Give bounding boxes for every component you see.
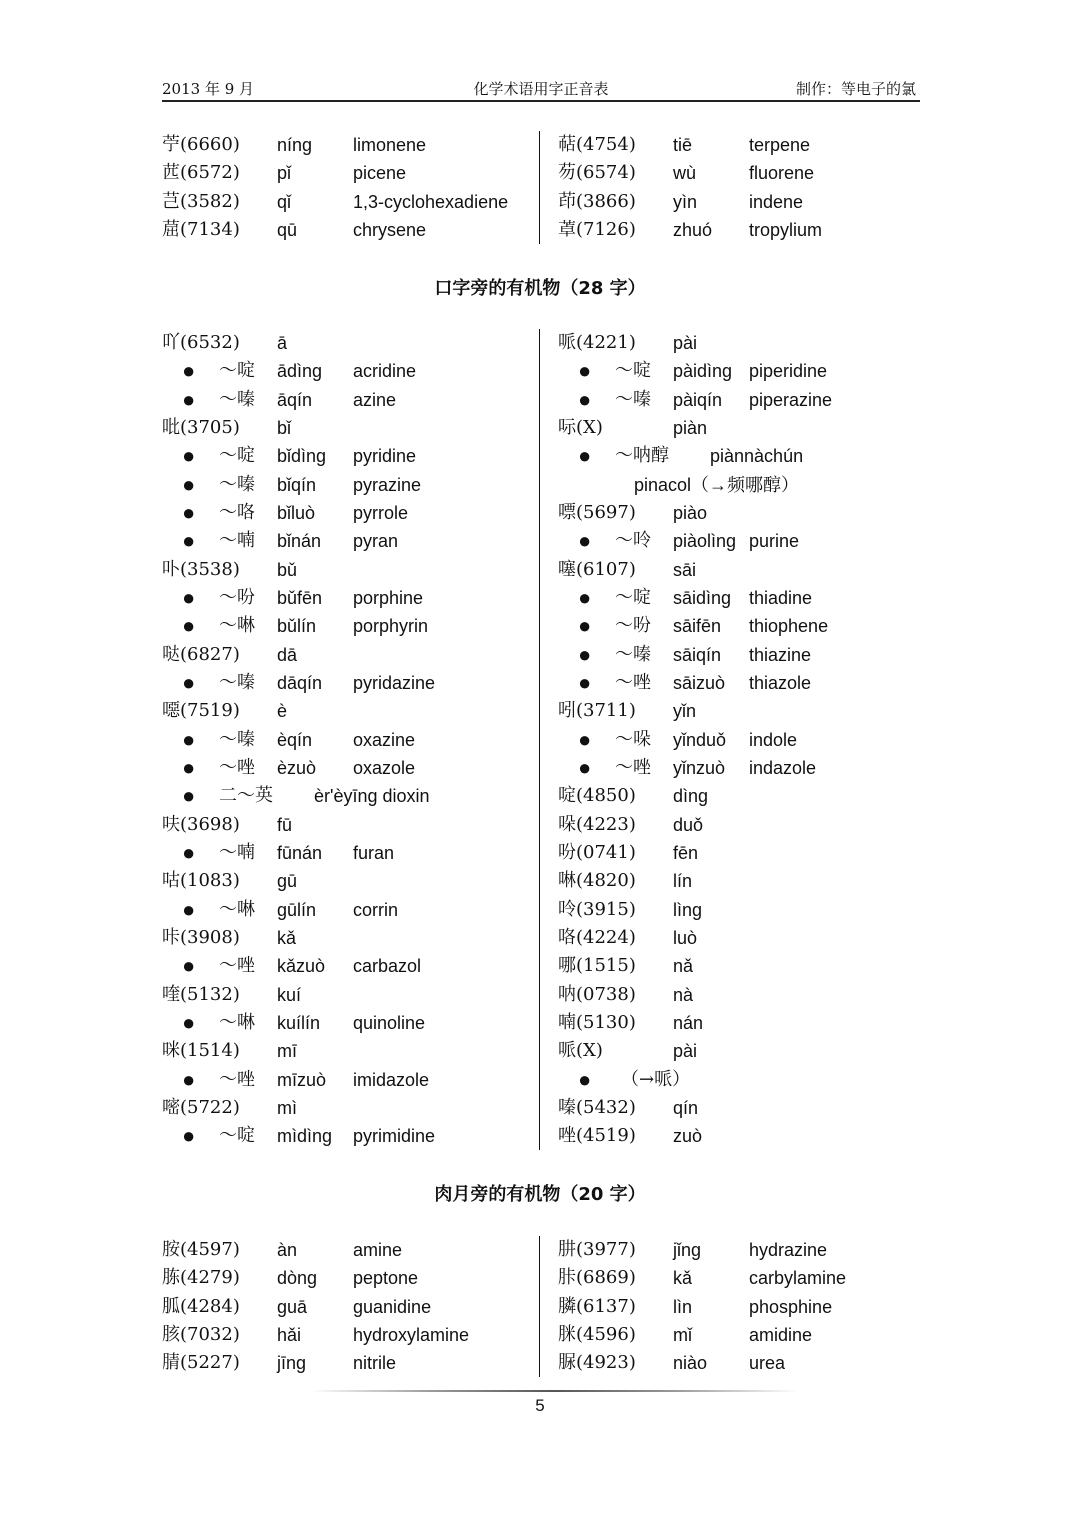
entry-pinyin: jīng bbox=[277, 1353, 307, 1374]
entry-pinyin: dìng bbox=[673, 786, 709, 807]
compound-term: ～嗪 bbox=[615, 388, 651, 410]
entry-pinyin: zhuó bbox=[673, 219, 713, 240]
entry-character: 喃(5130) bbox=[558, 1011, 636, 1033]
column-divider bbox=[539, 131, 540, 244]
compound-pinyin: kuílín bbox=[277, 1012, 321, 1033]
entry-pinyin: piào bbox=[673, 502, 708, 523]
entry-pinyin: guā bbox=[277, 1296, 308, 1317]
entry-english: amidine bbox=[749, 1324, 813, 1345]
entry-character: 哚(4223) bbox=[558, 813, 636, 835]
entry-english: carbylamine bbox=[749, 1268, 847, 1289]
entry-pinyin: kuí bbox=[277, 984, 302, 1005]
compound-term: ～嗪 bbox=[615, 643, 651, 665]
entry-english: guanidine bbox=[353, 1296, 432, 1317]
entry-pinyin: lìn bbox=[673, 1296, 693, 1317]
entry-character: 咯(4224) bbox=[558, 926, 636, 948]
entry-pinyin: piàn bbox=[673, 417, 708, 438]
entry-character: 胍(4284) bbox=[162, 1295, 240, 1317]
compound-english: azine bbox=[353, 389, 397, 410]
compound-term: ～呐醇 bbox=[615, 445, 669, 467]
entry-pinyin: mǐ bbox=[673, 1324, 692, 1345]
compound-term: ～嗪 bbox=[219, 473, 255, 495]
compound-term: ～喃 bbox=[219, 530, 255, 552]
bullet-icon: ● bbox=[578, 443, 592, 469]
entry-english: chrysene bbox=[353, 219, 427, 240]
entry-pinyin: fēn bbox=[673, 842, 699, 863]
bullet-icon: ● bbox=[578, 528, 592, 554]
bullet-icon: ● bbox=[578, 584, 592, 610]
entry-character: 苉(6572) bbox=[162, 162, 240, 184]
compound-term: ～啶 bbox=[219, 445, 255, 467]
section-title-kou: 口字旁的有机物（28 字） bbox=[434, 278, 646, 299]
entry-pinyin: lìng bbox=[673, 899, 703, 920]
compound-term: ～嗪 bbox=[219, 728, 255, 750]
compound-pinyin: dāqín bbox=[277, 672, 323, 693]
bullet-icon: ● bbox=[182, 754, 196, 780]
entry-pinyin: duǒ bbox=[673, 814, 704, 835]
compound-pinyin: sāifēn bbox=[673, 616, 722, 637]
compound-pinyin: yǐnduǒ bbox=[673, 729, 727, 750]
compound-pinyin: bǔfēn bbox=[277, 587, 323, 608]
entry-character: 哌(4221) bbox=[558, 332, 636, 353]
entry-pinyin: è bbox=[277, 701, 288, 722]
compound-term: ～啶 bbox=[219, 1125, 255, 1147]
compound-pinyin: bǐluò bbox=[277, 502, 316, 523]
compound-pinyin: pàiqín bbox=[673, 389, 723, 410]
entry-character: 啶(4850) bbox=[558, 785, 636, 807]
entry-character: 噁(7519) bbox=[162, 700, 240, 722]
compound-pinyin: fūnán bbox=[277, 842, 323, 863]
compound-text: èr'èyīng dioxin bbox=[314, 786, 430, 807]
compound-english: pyridazine bbox=[353, 672, 436, 693]
bullet-icon: ● bbox=[182, 613, 196, 639]
entry-pinyin: qū bbox=[277, 219, 298, 240]
compound-pinyin: kǎzuò bbox=[277, 956, 326, 977]
compound-term: ～啶 bbox=[615, 586, 651, 608]
column-divider bbox=[539, 1236, 540, 1377]
bullet-icon: ● bbox=[182, 953, 196, 979]
compound-term: ～呤 bbox=[615, 530, 651, 552]
compound-english: pyran bbox=[353, 531, 399, 552]
bullet-icon: ● bbox=[182, 726, 196, 752]
bullet-icon: ● bbox=[182, 1066, 196, 1092]
column-divider bbox=[539, 329, 540, 1150]
entry-character: 呤(3915) bbox=[558, 898, 636, 920]
entry-character: 胺(4597) bbox=[162, 1239, 240, 1260]
compound-pinyin: bǐdìng bbox=[277, 446, 327, 467]
entry-character: 呋(3698) bbox=[162, 813, 240, 835]
compound-english: porphyrin bbox=[353, 616, 429, 637]
compound-term: ～唑 bbox=[615, 756, 651, 778]
entry-english: picene bbox=[353, 163, 407, 184]
entry-pinyin: bǐ bbox=[277, 417, 292, 438]
compound-term: ～啉 bbox=[219, 615, 255, 637]
entry-character: 哌(X) bbox=[558, 1040, 603, 1062]
compound-term: ～啉 bbox=[219, 898, 255, 920]
continuation-text: pinacol（→频哪醇） bbox=[634, 474, 800, 495]
cross-reference-note: （→哌） bbox=[621, 1068, 691, 1090]
entry-character: 吖(6532) bbox=[162, 332, 240, 353]
compound-term: ～唑 bbox=[219, 955, 255, 977]
entry-pinyin: àn bbox=[277, 1240, 298, 1260]
compound-pinyin: sāidìng bbox=[673, 587, 732, 608]
bullet-icon: ● bbox=[182, 669, 196, 695]
page-number: 5 bbox=[535, 1396, 545, 1415]
compound-english: imidazole bbox=[353, 1069, 430, 1090]
entry-character: 喹(5132) bbox=[162, 983, 240, 1005]
compound-pinyin: piàolìng bbox=[673, 531, 737, 552]
compound-term: ～唑 bbox=[615, 671, 651, 693]
entry-english: hydrazine bbox=[749, 1240, 828, 1260]
bullet-icon: ● bbox=[182, 386, 196, 412]
entry-character: 胲(7032) bbox=[162, 1323, 240, 1345]
compound-term: ～唑 bbox=[219, 756, 255, 778]
compound-term: ～吩 bbox=[219, 586, 255, 608]
entry-character: 腈(5227) bbox=[162, 1352, 240, 1374]
footer-rule bbox=[310, 1390, 798, 1392]
header-author: 制作：等电子的氯 bbox=[795, 80, 916, 98]
bullet-icon: ● bbox=[578, 358, 592, 384]
bullet-icon: ● bbox=[578, 641, 592, 667]
entry-character: 噻(6107) bbox=[558, 558, 636, 580]
compound-english: corrin bbox=[353, 899, 399, 920]
entry-pinyin: fū bbox=[277, 814, 293, 835]
compound-english: piperidine bbox=[749, 361, 828, 382]
compound-pinyin: sāiqín bbox=[673, 644, 722, 665]
compound-pinyin: mìdìng bbox=[277, 1126, 333, 1147]
entry-pinyin: lín bbox=[673, 871, 693, 892]
entry-pinyin: qín bbox=[673, 1097, 699, 1118]
compound-pinyin: yǐnzuò bbox=[673, 757, 726, 778]
compound-pinyin: bǐqín bbox=[277, 474, 317, 495]
entry-pinyin: qǐ bbox=[277, 191, 292, 212]
bullet-icon: ● bbox=[182, 471, 196, 497]
entry-english: terpene bbox=[749, 135, 811, 155]
compound-english: pyridine bbox=[353, 446, 417, 467]
entry-character: 嘌(5697) bbox=[558, 501, 636, 523]
entry-pinyin: níng bbox=[277, 135, 313, 155]
entry-pinyin: jǐng bbox=[673, 1240, 702, 1260]
entry-pinyin: nà bbox=[673, 984, 694, 1005]
bullet-icon: ● bbox=[182, 528, 196, 554]
header-date: 2013 年 9 月 bbox=[162, 80, 255, 98]
bullet-icon: ● bbox=[182, 584, 196, 610]
entry-character: 胩(6869) bbox=[558, 1267, 636, 1289]
entry-character: 脒(4596) bbox=[558, 1323, 636, 1345]
entry-english: fluorene bbox=[749, 163, 815, 184]
compound-term: ～嗪 bbox=[219, 388, 255, 410]
entry-english: indene bbox=[749, 191, 804, 212]
entry-pinyin: zuò bbox=[673, 1126, 703, 1147]
compound-english: porphine bbox=[353, 587, 424, 608]
entry-character: 啉(4820) bbox=[558, 870, 636, 892]
compound-english: thiazole bbox=[749, 672, 812, 693]
entry-english: urea bbox=[749, 1353, 786, 1374]
entry-character: 芴(6574) bbox=[558, 162, 636, 184]
compound-english: oxazine bbox=[353, 729, 416, 750]
bullet-icon: ● bbox=[578, 754, 592, 780]
entry-pinyin: pǐ bbox=[277, 163, 292, 184]
entry-character: 呩(X) bbox=[558, 416, 603, 438]
compound-english: carbazol bbox=[353, 956, 422, 977]
compound-english: acridine bbox=[353, 361, 417, 382]
bullet-icon: ● bbox=[182, 1123, 196, 1149]
compound-term: ～咯 bbox=[219, 501, 255, 523]
entry-character: 䓬(7126) bbox=[558, 218, 636, 240]
section-title-rou: 肉月旁的有机物（20 字） bbox=[434, 1184, 646, 1205]
compound-english: pyrrole bbox=[353, 502, 409, 523]
bullet-icon: ● bbox=[578, 386, 592, 412]
entry-character: 脲(4923) bbox=[558, 1352, 636, 1374]
entry-character: 嘧(5722) bbox=[162, 1096, 240, 1118]
compound-english: furan bbox=[353, 842, 395, 863]
bullet-icon: ● bbox=[578, 1066, 592, 1092]
entry-english: limonene bbox=[353, 135, 427, 155]
compound-pinyin: bǐnán bbox=[277, 531, 322, 552]
entry-english: tropylium bbox=[749, 219, 823, 240]
entry-character: 咔(3908) bbox=[162, 926, 240, 948]
compound-english: thiophene bbox=[749, 616, 829, 637]
entry-pinyin: kǎ bbox=[673, 1268, 693, 1289]
entry-character: 萜(4754) bbox=[558, 134, 636, 155]
bullet-icon: ● bbox=[182, 783, 196, 809]
entry-character: 嗪(5432) bbox=[558, 1096, 636, 1118]
bullet-icon: ● bbox=[182, 358, 196, 384]
entry-english: 1,3-cyclohexadiene bbox=[353, 191, 509, 212]
entry-pinyin: mì bbox=[277, 1097, 297, 1118]
entry-character: 唑(4519) bbox=[558, 1125, 636, 1147]
entry-pinyin: wù bbox=[673, 163, 697, 184]
entry-pinyin: kǎ bbox=[277, 927, 297, 948]
entry-pinyin: niào bbox=[673, 1353, 708, 1374]
entry-pinyin: pài bbox=[673, 1041, 698, 1062]
entry-pinyin: dā bbox=[277, 644, 298, 665]
bullet-icon: ● bbox=[578, 669, 592, 695]
compound-term: ～啶 bbox=[219, 360, 255, 382]
compound-pinyin: āqín bbox=[277, 389, 313, 410]
entry-english: peptone bbox=[353, 1268, 419, 1289]
bullet-icon: ● bbox=[182, 839, 196, 865]
bullet-icon: ● bbox=[578, 613, 592, 639]
compound-term: ～啉 bbox=[219, 1011, 255, 1033]
entry-pinyin: hǎi bbox=[277, 1324, 302, 1345]
compound-english: purine bbox=[749, 531, 800, 552]
entry-character: 哒(6827) bbox=[162, 643, 240, 665]
compound-english: pyrazine bbox=[353, 474, 422, 495]
entry-character: 胨(4279) bbox=[162, 1267, 240, 1289]
bullet-icon: ● bbox=[182, 499, 196, 525]
entry-pinyin: bǔ bbox=[277, 559, 298, 580]
entry-character: 卟(3538) bbox=[162, 558, 240, 580]
entry-pinyin: tiē bbox=[673, 135, 693, 155]
compound-term: ～啶 bbox=[615, 360, 651, 382]
compound-english: pyrimidine bbox=[353, 1126, 436, 1147]
bullet-icon: ● bbox=[182, 896, 196, 922]
compound-pinyin: ādìng bbox=[277, 361, 323, 382]
compound-pinyin: sāizuò bbox=[673, 672, 726, 693]
compound-term: ～吩 bbox=[615, 615, 651, 637]
compound-english: oxazole bbox=[353, 757, 416, 778]
entry-pinyin: luò bbox=[673, 927, 698, 948]
entry-pinyin: dòng bbox=[277, 1268, 318, 1289]
compound-english: thiadine bbox=[749, 587, 813, 608]
entry-pinyin: nǎ bbox=[673, 956, 694, 977]
entry-pinyin: ā bbox=[277, 333, 288, 353]
entry-pinyin: nán bbox=[673, 1012, 704, 1033]
compound-english: quinoline bbox=[353, 1012, 426, 1033]
entry-character: 苧(6660) bbox=[162, 134, 240, 155]
entry-english: hydroxylamine bbox=[353, 1324, 470, 1345]
compound-text: piànnàchún bbox=[710, 446, 804, 467]
compound-term: ～喃 bbox=[219, 841, 255, 863]
entry-character: 肼(3977) bbox=[558, 1239, 636, 1260]
entry-character: 呐(0738) bbox=[558, 983, 636, 1005]
compound-pinyin: gūlín bbox=[277, 899, 317, 920]
compound-term: ～嗪 bbox=[219, 671, 255, 693]
entry-character: 膦(6137) bbox=[558, 1295, 636, 1317]
entry-character: 芑(3582) bbox=[162, 190, 240, 212]
compound-english: indazole bbox=[749, 757, 817, 778]
page-header bbox=[162, 78, 920, 102]
compound-term: ～哚 bbox=[615, 728, 651, 750]
compound-english: indole bbox=[749, 729, 798, 750]
compound-english: piperazine bbox=[749, 389, 833, 410]
compound-pinyin: pàidìng bbox=[673, 361, 733, 382]
entry-character: 吡(3705) bbox=[162, 416, 240, 438]
entry-character: 哪(1515) bbox=[558, 955, 636, 977]
compound-pinyin: èzuò bbox=[277, 757, 317, 778]
compound-english: thiazine bbox=[749, 644, 812, 665]
header-title: 化学术语用字正音表 bbox=[473, 80, 609, 98]
bullet-icon: ● bbox=[182, 443, 196, 469]
entry-english: phosphine bbox=[749, 1296, 833, 1317]
entry-english: amine bbox=[353, 1240, 403, 1260]
compound-pinyin: bǔlín bbox=[277, 616, 317, 637]
entry-character: 咪(1514) bbox=[162, 1040, 240, 1062]
entry-pinyin: gū bbox=[277, 871, 298, 892]
entry-pinyin: pài bbox=[673, 333, 698, 353]
entry-character: 吩(0741) bbox=[558, 841, 636, 863]
entry-character: 䓛(7134) bbox=[162, 218, 240, 240]
entry-character: 茚(3866) bbox=[558, 190, 636, 212]
entry-character: 咕(1083) bbox=[162, 870, 240, 892]
entry-pinyin: yìn bbox=[673, 191, 698, 212]
entry-pinyin: sāi bbox=[673, 559, 697, 580]
entry-pinyin: yǐn bbox=[673, 701, 697, 722]
entry-english: nitrile bbox=[353, 1353, 397, 1374]
entry-character: 吲(3711) bbox=[558, 700, 636, 722]
compound-term: ～唑 bbox=[219, 1068, 255, 1090]
compound-pinyin: èqín bbox=[277, 729, 313, 750]
bullet-icon: ● bbox=[182, 1009, 196, 1035]
bullet-icon: ● bbox=[578, 726, 592, 752]
compound-term: 二～英 bbox=[219, 785, 273, 807]
compound-pinyin: mīzuò bbox=[277, 1069, 327, 1090]
entry-pinyin: mī bbox=[277, 1041, 297, 1062]
